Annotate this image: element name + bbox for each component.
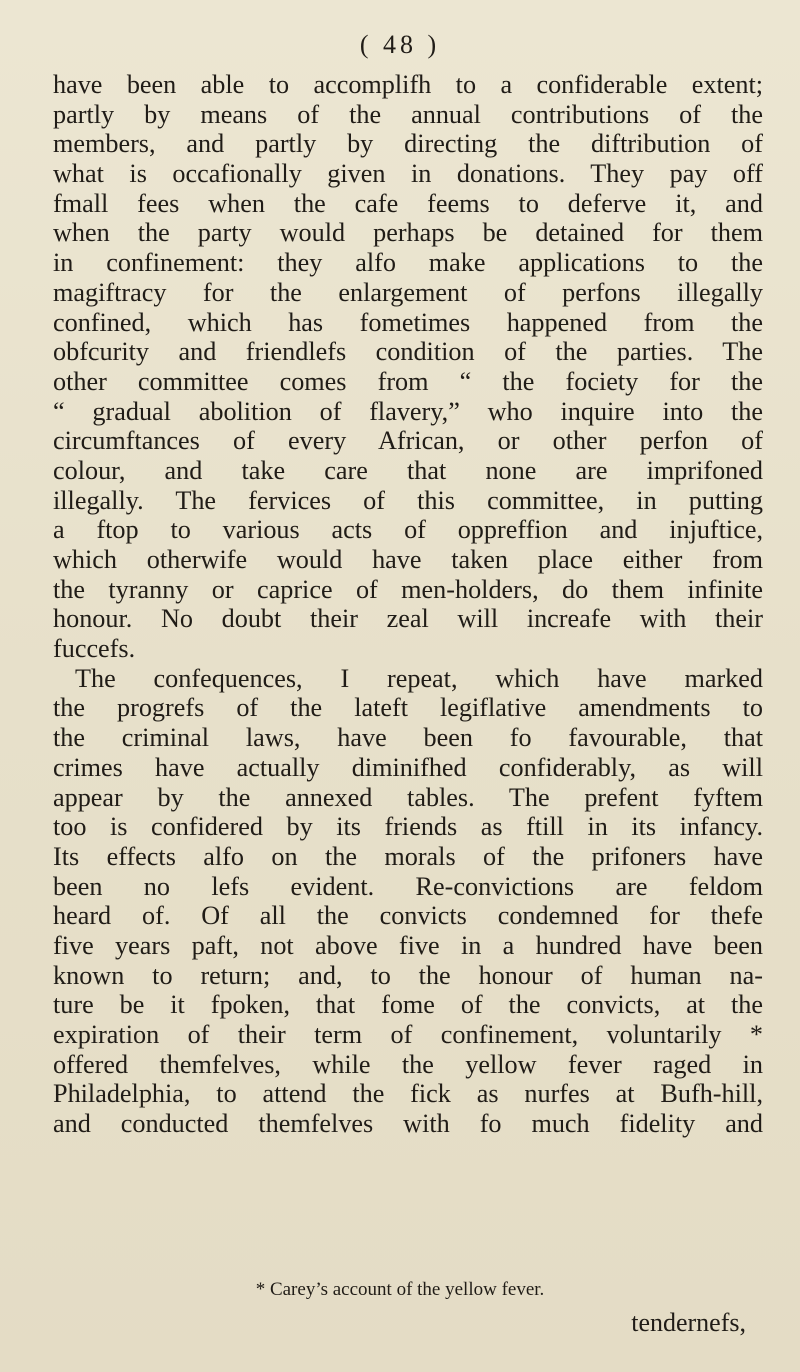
text-line: fmall fees when the cafe feems to deferve it, and [53, 188, 763, 218]
text-line: partly by means of the annual contributions of the [53, 99, 763, 129]
text-line: illegally. The fervices of this committee, in putting [53, 485, 763, 515]
text-line: heard of. Of all the convicts condemned for thefe [53, 901, 763, 931]
page-number: ( 48 ) [359, 30, 441, 59]
text-line: honour. No doubt their zeal will increafe with their [53, 604, 763, 634]
text-line: crimes have actually diminifhed confiderably, as will [53, 752, 763, 782]
text-line: a ftop to various acts of oppreffion and injuftice, [53, 515, 763, 545]
text-line: what is occafionally given in donations. They pay off [53, 159, 763, 189]
text-line: the progrefs of the lateft legiflative amendments to [53, 693, 763, 723]
paragraph [53, 664, 763, 1139]
text-line: the criminal laws, have been fo favourable, that [53, 723, 763, 753]
text-line: expiration of their term of confinement, voluntarily * [53, 1020, 763, 1049]
text-line: appear by the annexed tables. The prefent fyftem [53, 782, 763, 812]
text-line: obfcurity and friendlefs condition of the parties. The [53, 337, 763, 367]
text-line: confined, which has fometimes happened from the [53, 307, 763, 337]
text-line: when the party would perhaps be detained for them [53, 218, 763, 248]
text-line: which otherwife would have taken place either from [53, 545, 763, 574]
text-line: Philadelphia, to attend the fick as nurfes at Bufh-hill, [53, 1079, 763, 1109]
catchword: tendernefs, [631, 1308, 746, 1337]
text-line: too is confidered by its friends as ftill in its infancy. [53, 812, 763, 842]
text-line: the tyranny or caprice of men-holders, do them infinite [53, 574, 763, 604]
text-line: colour, and take care that none are imprifoned [53, 455, 763, 485]
text-line: circumftances of every African, or other perfon of [53, 426, 763, 456]
body-text [53, 70, 763, 1139]
text-line: Its effects alfo on the morals of the prifoners have [53, 841, 763, 871]
paragraph [53, 70, 763, 664]
text-line: have been able to accomplifh to a confiderable extent; [53, 70, 763, 99]
text-line: five years paft, not above five in a hundred have been [53, 930, 763, 960]
text-line: “ gradual abolition of flavery,” who inquire into the [53, 396, 763, 426]
footnote: * Carey’s account of the yellow fever. [255, 1279, 545, 1300]
text-line: The confequences, I repeat, which have marked [75, 663, 763, 693]
text-line: and conducted themfelves with fo much fidelity and [53, 1109, 763, 1139]
text-line: fuccefs. [53, 634, 136, 664]
text-line: other committee comes from “ the fociety for the [53, 366, 763, 396]
text-line: members, and partly by directing the diftribution of [53, 129, 763, 159]
text-line: ture be it fpoken, that fome of the convicts, at the [53, 990, 763, 1020]
text-line: been no lefs evident. Re-convictions are feldom [53, 871, 763, 901]
text-line: magiftracy for the enlargement of perfons illegally [53, 277, 763, 307]
text-line: offered themfelves, while the yellow fever raged in [53, 1049, 763, 1079]
text-line: known to return; and, to the honour of human na- [53, 960, 763, 990]
text-line: in confinement: they alfo make applications to the [53, 248, 763, 278]
